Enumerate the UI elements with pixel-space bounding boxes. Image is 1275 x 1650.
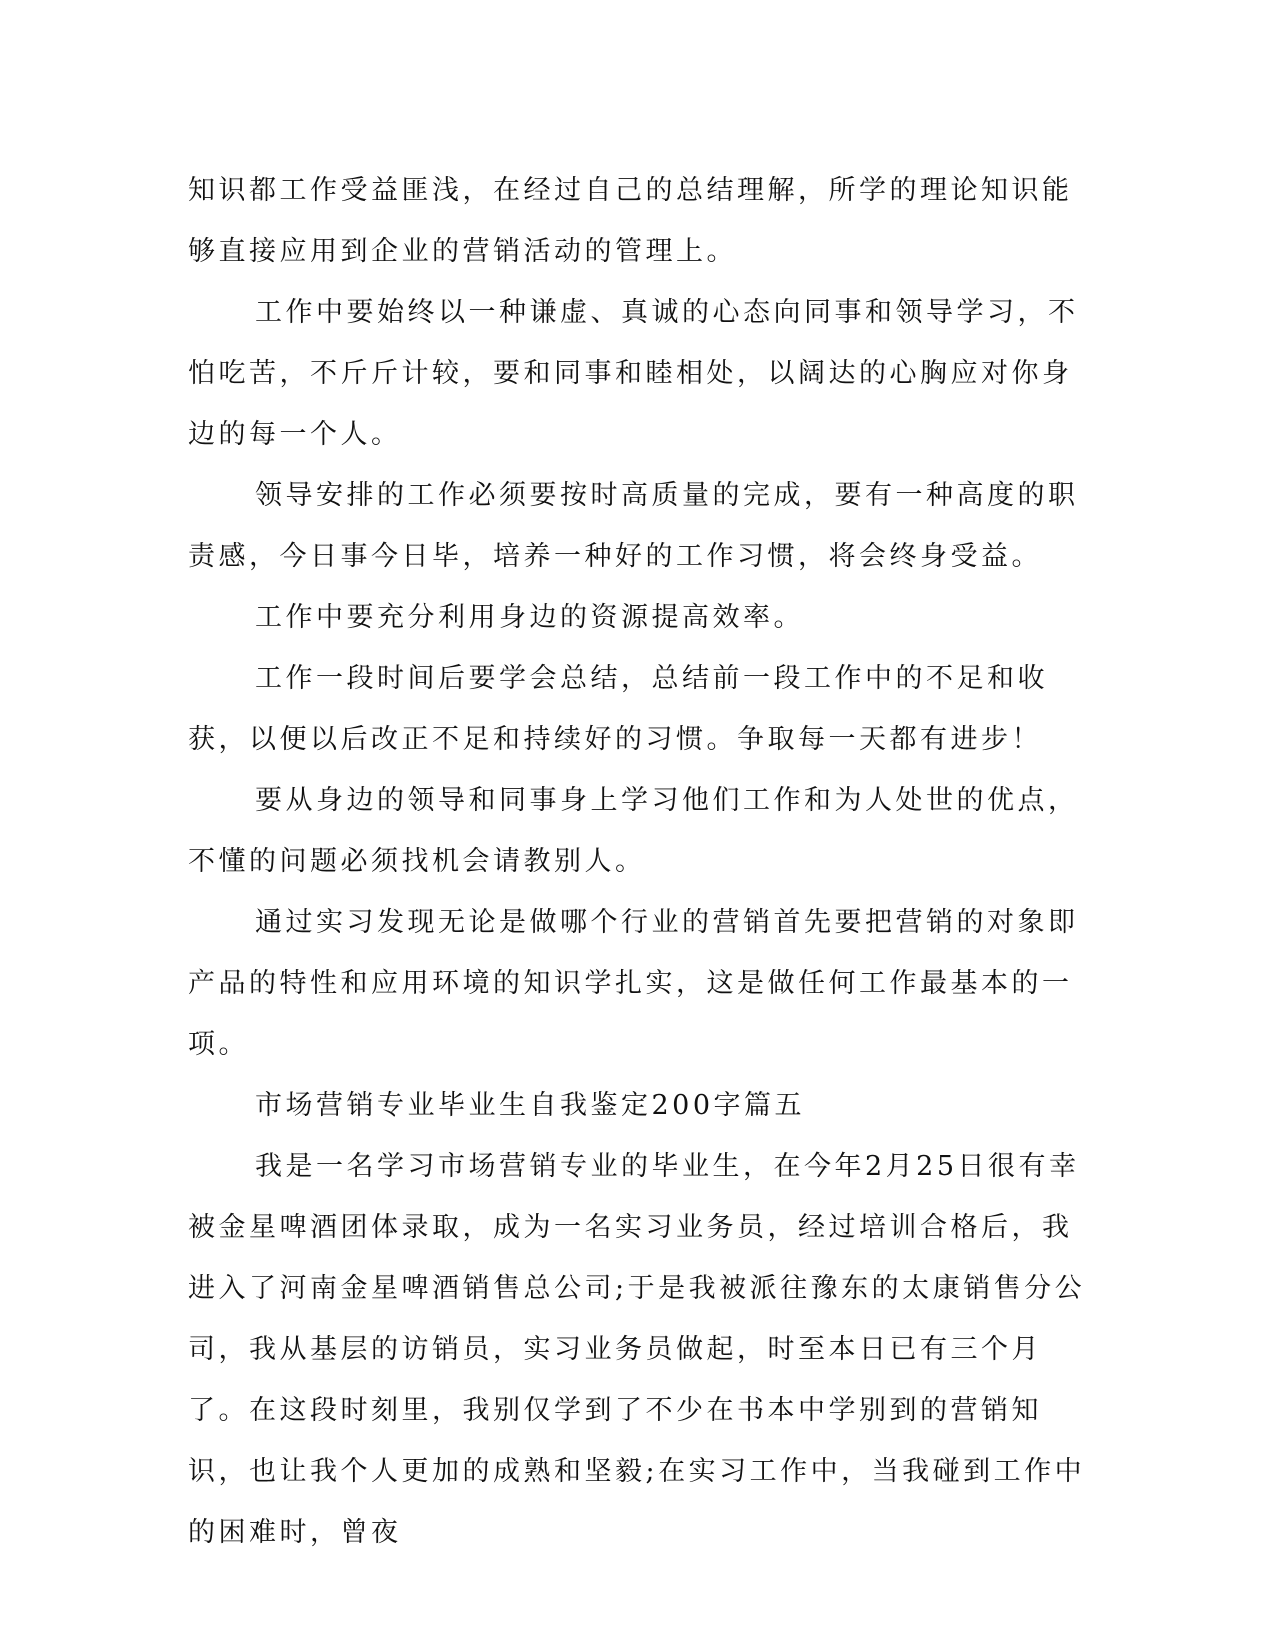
paragraph-5: 工作一段时间后要学会总结，总结前一段工作中的不足和收获，以便以后改正不足和持续好的习惯。争取每一天都有进步！ (188, 663, 1048, 755)
paragraph-2: 工作中要始终以一种谦虚、真诚的心态向同事和领导学习，不怕吃苦，不斤斤计较，要和同事和睦相处，以阔达的心胸应对你身边的每一个人。 (188, 297, 1079, 450)
paragraph-6: 要从身边的领导和同事身上学习他们工作和为人处世的优点，不懂的问题必须找机会请教别人。 (188, 785, 1079, 877)
paragraph-1: 知识都工作受益匪浅，在经过自己的总结理解，所学的理论知识能够直接应用到企业的营销活动的管理上。 (188, 175, 1073, 267)
paragraph-7: 通过实习发现无论是做哪个行业的营销首先要把营销的对象即产品的特性和应用环境的知识学扎实，这是做任何工作最基本的一项。 (188, 907, 1079, 1060)
section-heading: 市场营销专业毕业生自我鉴定200字篇五 (255, 1090, 806, 1121)
document-body (188, 160, 1088, 1563)
paragraph-4: 工作中要充分利用身边的资源提高效率。 (255, 602, 804, 633)
paragraph-3: 领导安排的工作必须要按时高质量的完成，要有一种高度的职责感，今日事今日毕，培养一种好的工作习惯，将会终身受益。 (188, 480, 1079, 572)
paragraph-9: 我是一名学习市场营销专业的毕业生，在今年2月25日很有幸被金星啤酒团体录取，成为一名实习业务员，经过培训合格后，我进入了河南金星啤酒销售总公司;于是我被派往豫东的太康销售分公司，我从基层的访销员，实习业务员做起，时至本日已有三个月了。在这段时刻里，我别仅学到了不少在书本中学别到的营销知识，也让我个人更加的成熟和坚毅;在实习工作中，当我碰到工作中的困难时，曾夜 (188, 1151, 1086, 1548)
